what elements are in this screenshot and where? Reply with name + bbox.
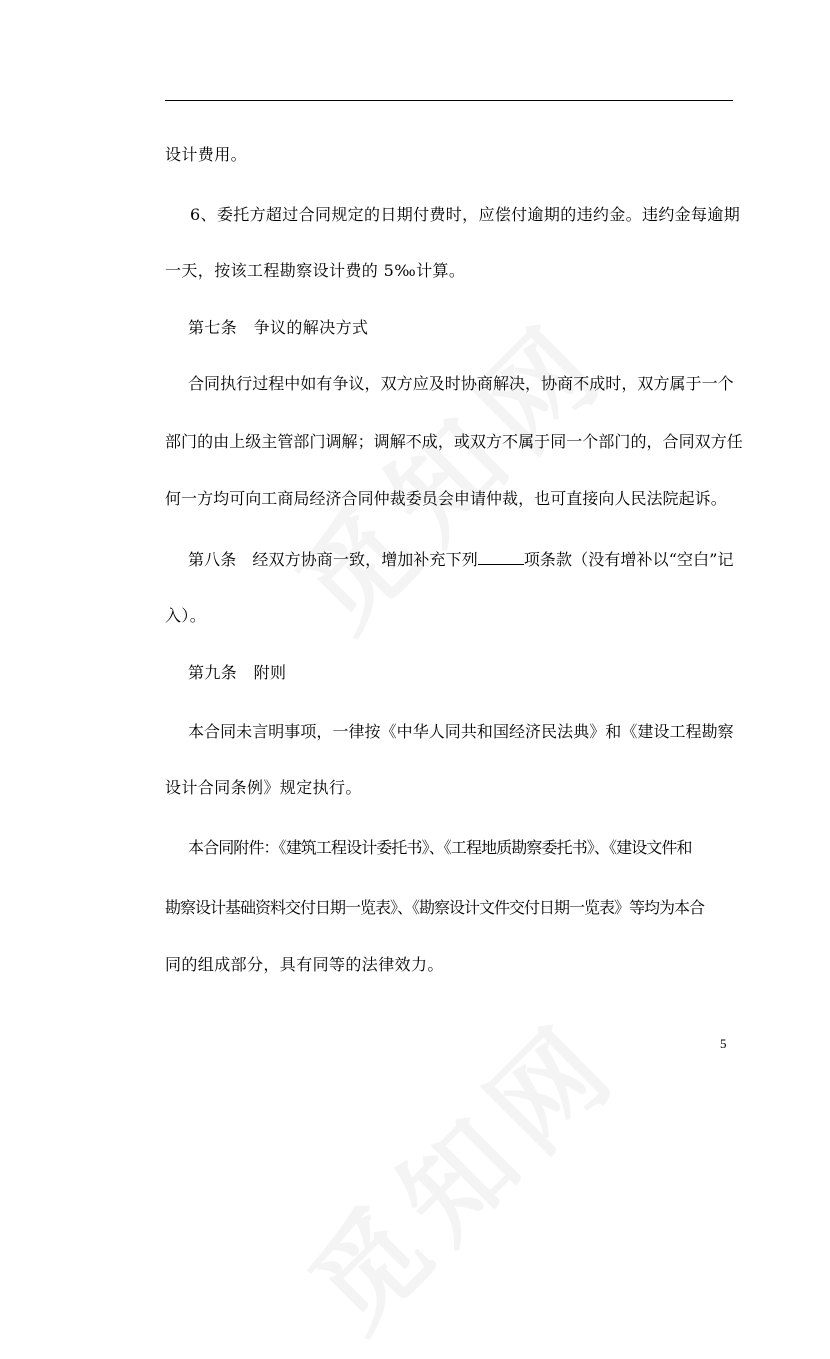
text-line: 设计合同条例》规定执行。 bbox=[165, 778, 362, 797]
text-line: 同的组成部分，具有同等的法律效力。 bbox=[165, 955, 444, 974]
text-line: 本合同未言明事项，一律按《中华人同共和国经济民法典》和《建设工程勘察 bbox=[188, 722, 734, 741]
blank-fill-line bbox=[478, 550, 524, 565]
text-line: 何一方均可向工商局经济合同仲裁委员会申请仲裁，也可直接向人民法院起诉。 bbox=[165, 489, 727, 508]
text-line bbox=[188, 550, 734, 570]
watermark bbox=[269, 979, 648, 1358]
article-8-text-before: 第八条 经双方协商一致，增加补充下列 bbox=[188, 550, 478, 569]
text-line: 合同执行过程中如有争议，双方应及时协商解决，协商不成时，双方属于一个 bbox=[188, 374, 734, 393]
header-rule bbox=[165, 100, 733, 101]
article-heading: 第九条 附则 bbox=[188, 663, 287, 682]
text-line: 本合同附件：《建筑工程设计委托书》、《工程地质勘察委托书》、《建设文件和 bbox=[188, 838, 692, 857]
article-8-text-after: 项条款（没有增补以“空白”记 bbox=[523, 550, 734, 569]
text-line: 入）。 bbox=[165, 606, 207, 625]
text-line: 6、委托方超过合同规定的日期付费时，应偿付逾期的违约金。违约金每逾期 bbox=[190, 205, 741, 224]
text-line: 设计费用。 bbox=[165, 145, 248, 164]
text-line: 一天，按该工程勘察设计费的 5‰计算。 bbox=[165, 261, 466, 280]
page-number: 5 bbox=[720, 1036, 727, 1051]
text-line: 部门的由上级主管部门调解；调解不成，或双方不属于同一个部门的，合同双方任 bbox=[165, 432, 743, 451]
text-line: 勘察设计基础资料交付日期一览表》、《勘察设计文件交付日期一览表》等均为本合 bbox=[165, 898, 705, 917]
article-heading: 第七条 争议的解决方式 bbox=[188, 318, 369, 337]
